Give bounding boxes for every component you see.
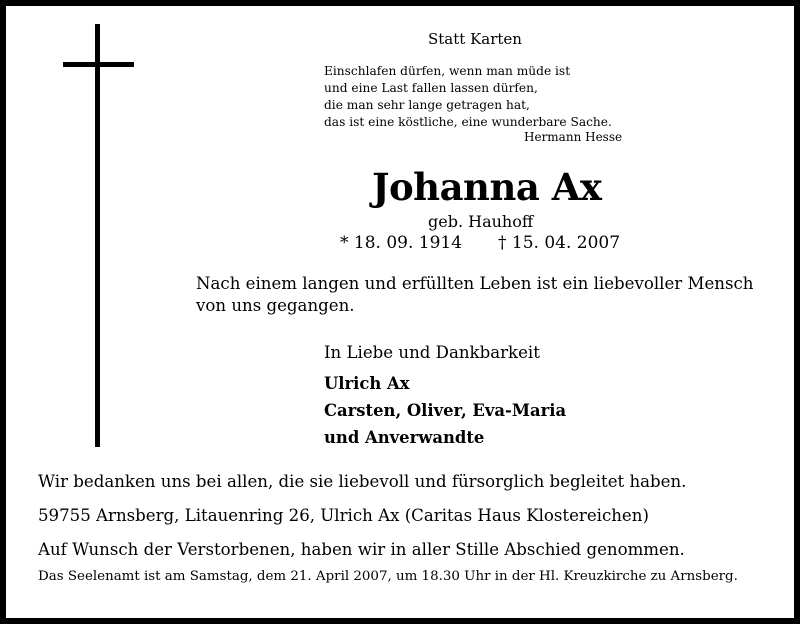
cross-icon-bar: [63, 62, 134, 67]
address-text: 59755 Arnsberg, Litauenring 26, Ulrich Ax (Caritas Haus Klostereichen): [38, 506, 649, 525]
mourners-list: [324, 370, 566, 451]
cross-icon: [95, 24, 100, 447]
mourner-name: Ulrich Ax: [324, 374, 410, 393]
poem-author: Hermann Hesse: [524, 130, 623, 144]
farewell-note: Auf Wunsch der Verstorbenen, haben wir in aller Stille Abschied genommen.: [38, 540, 685, 559]
poem-line: und eine Last fallen lassen dürfen,: [324, 81, 538, 95]
main-message: Nach einem langen und erfüllten Leben ist ein liebevoller Mensch von uns gegangen.: [196, 274, 754, 315]
mourner-name: und Anverwandte: [324, 428, 485, 447]
death-date: † 15. 04. 2007: [498, 233, 621, 253]
thanks-text: Wir bedanken uns bei allen, die sie liebevoll und fürsorglich begleitet haben.: [38, 472, 687, 491]
poem-line: das ist eine köstliche, eine wunderbare Sache.: [324, 115, 612, 129]
header-title: Statt Karten: [428, 30, 522, 48]
poem-line: die man sehr lange getragen hat,: [324, 98, 530, 112]
mass-notice: Das Seelenamt ist am Samstag, dem 21. April 2007, um 18.30 Uhr in der Hl. Kreuzkirche zu Arnsberg.: [38, 569, 738, 584]
birth-date: * 18. 09. 1914: [340, 233, 463, 253]
poem-line: Einschlafen dürfen, wenn man müde ist: [324, 64, 571, 78]
deceased-name: Johanna Ax: [372, 165, 602, 209]
poem: [324, 63, 612, 131]
birth-name: geb. Hauhoff: [428, 212, 534, 231]
mourners-intro: In Liebe und Dankbarkeit: [324, 343, 540, 362]
mourner-name: Carsten, Oliver, Eva-Maria: [324, 401, 567, 420]
